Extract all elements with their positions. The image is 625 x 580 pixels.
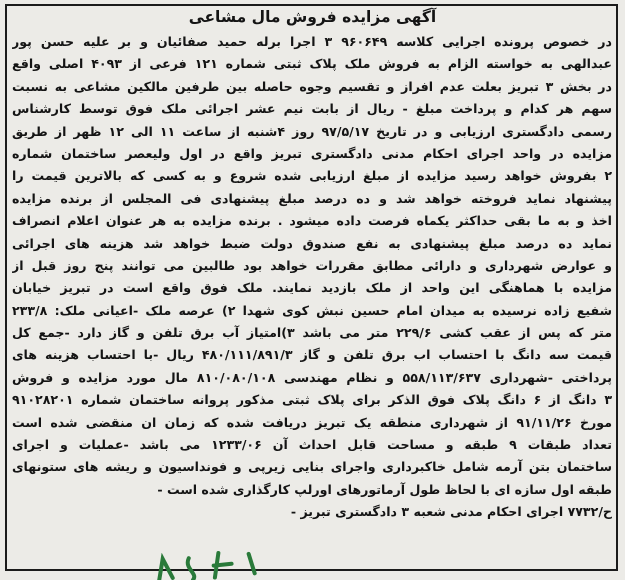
notice-line: طبقه اول سازه ای با لحاظ طول آرماتورهای اورلپ کارگذاری شده است - xyxy=(157,481,612,497)
notice-line: مورخ ۹۱/۱۱/۲۶ از شهرداری منطقه یک تبریز دریافت شده که زمان ان منقضی شده است xyxy=(12,414,612,430)
notice-line: در بخش ۳ تبریز بعلت عدم افراز و تقسیم وجوه حاصله بین طرفین مالکین مشاعی به نسبت xyxy=(12,78,612,94)
notice-line: قیمت سه دانگ با احتساب اب برق تلفن و گاز ۴۸۰/۱۱۱/۸۹۱/۳ ریال -با احتساب هزینه های xyxy=(12,347,612,363)
notice-line: ساختمان بتن آرمه شامل خاکبرداری واجرای بنایی زیرپی و فونداسیون و ریشه های ستونهای xyxy=(12,459,612,475)
notice-line: سهم هر کدام و پرداخت مبلغ - ریال از بابت نیم عشر اجرائی ملک فوق توسط کارشناس xyxy=(12,101,612,117)
notice-signature-line: ح/۷۷۳۲ اجرای احکام مدنی شعبه ۳ دادگستری تبریز - xyxy=(290,504,612,520)
notice-line: رسمی دادگستری ارزیابی و در تاریخ ۹۷/۵/۱۷ روز ۴شنبه از ساعت ۱۱ الی ۱۲ ظهر از طریق xyxy=(12,123,612,139)
notice-line: پرداختی -شهرداری ۵۵۸/۱۱۳/۶۳۷ و نظام مهندسی ۸۱۰/۰۸۰/۱۰۸ مال مورد مزایده و فروش xyxy=(12,369,612,385)
notice-line: تعداد طبقات ۹ طبقه و مساحت قابل احداث آن ۱۲۳۳/۰۶ می باشد -عملیات و اجرای xyxy=(12,437,612,453)
notice-body xyxy=(12,31,612,524)
notice-line: در خصوص پرونده اجرایی کلاسه ۹۶۰۶۴۹ ۳ اجرا برله حمید صفائیان و بر علیه حسن پور xyxy=(12,34,612,49)
notice-line: ۲ بفروش خواهد رسید مزایده از مبلغ ارزیابی شده شروع و به کسی که بالاترین قیمت را xyxy=(12,168,612,184)
notice-line: عبدالهی به خواسته الزام به فروش ملک پلاک ثبتی شماره ۱۲۱ فرعی از ۴۰۹۳ اصلی واقع xyxy=(12,56,612,72)
notice-line: اخذ و به ما بقی حداکثر یکماه فرصت داده میشود . برنده مزایده به هر عنوان اعلام انصراف xyxy=(12,213,612,229)
notice-line: و عوارض شهرداری و دارائی مطابق مقررات خواهد بود طالبین می توانند پنج روز قبل از xyxy=(12,257,612,273)
notice-line: مزایده با هماهنگی این واحد از ملک بازدید نمایند. ملک فوق واقع است در تبریز خیابان xyxy=(12,280,612,296)
notice-line: ۳ دانگ از ۶ دانگ پلاک فوق الذکر برای پلاک ثبتی مذکور پروانه ساختمان شماره ۹۱۰۲۸۲۰۱ xyxy=(12,392,612,408)
notice-line: پیشنهاد نماید فروخته خواهد شد و ده درصد مبلغ پیشنهادی فی المجلس از برنده مزایده xyxy=(12,190,612,206)
notice-line: نماید ده درصد مبلغ پیشنهادی به نفع صندوق دولت ضبط خواهد شد هزینه های اجرائی xyxy=(12,235,612,251)
notice-line: مزایده در واحد اجرای احکام مدنی دادگستری تبریز واقع در اول ولیعصر ساختمان شماره xyxy=(12,145,612,161)
notice-line: متر که پس از عقب کشی ۲۲۹/۶ متر می باشد ۳)امتیاز آب برق تلفن و گاز دارد -جمع کل xyxy=(12,325,612,341)
notice-line: شفیع زاده نرسیده به میدان امام حسین نبش کوی شهدا ۲) عرصه ملک -اعیانی ملک: ۲۳۳/۸ xyxy=(12,302,612,318)
notice-title: آگهی مزایده فروش مال مشاعی xyxy=(188,8,437,26)
